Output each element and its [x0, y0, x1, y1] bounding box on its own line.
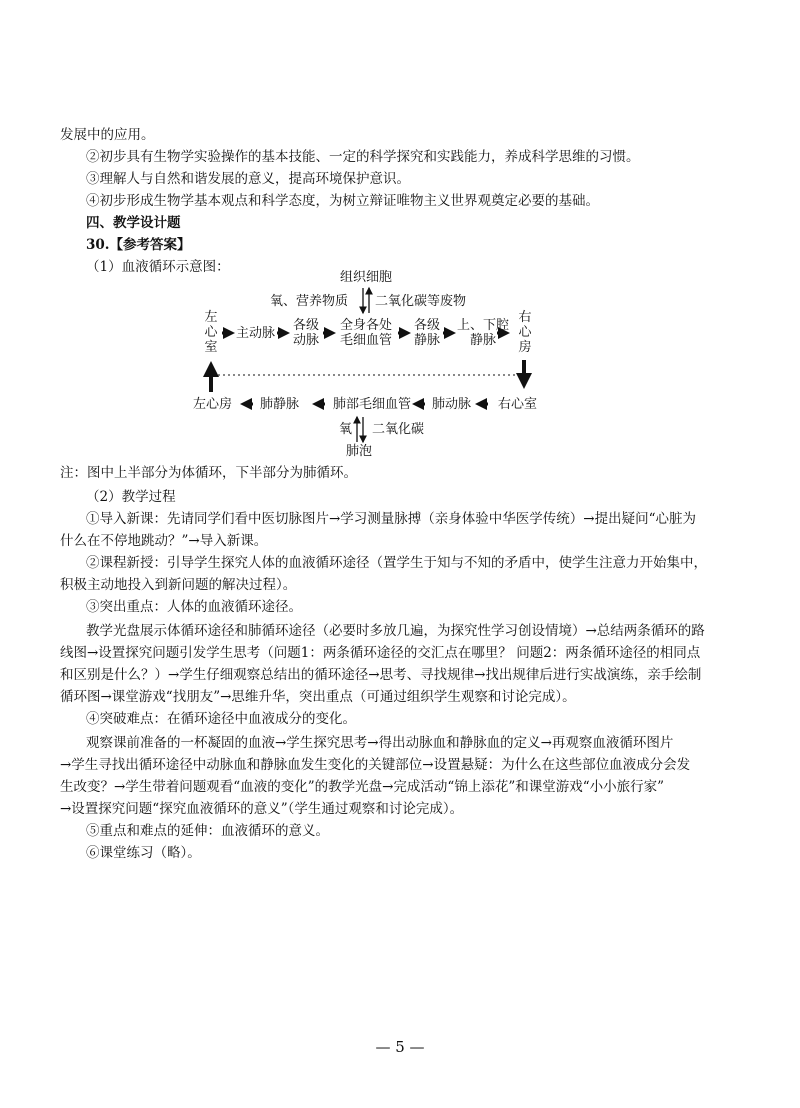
- objective-2: ②初步具有生物学实验操作的基本技能、一定的科学探究和实践能力，养成科学思维的习惯。: [86, 149, 640, 165]
- step-5: ⑤重点和难点的延伸：血液循环的意义。: [86, 823, 329, 839]
- node-alveoli: 肺泡: [346, 444, 373, 459]
- label-oxygen: 氧: [339, 422, 353, 437]
- step-1-line-b: 什么在不停地跳动？”→导入新课。: [60, 533, 268, 549]
- step-4-line-c: 生改变？→学生带着问题观看“血液的变化”的教学光盘→完成活动“锦上添花”和课堂游戏“小小旅行家”: [60, 779, 665, 795]
- text-line: 发展中的应用。: [60, 127, 155, 143]
- node-lung-capillaries: 肺部毛细血管: [333, 397, 412, 412]
- label-co2: 二氧化碳: [372, 422, 425, 437]
- node-right-ventricle: 右心室: [498, 397, 538, 412]
- page-number: — 5 —: [375, 1038, 425, 1056]
- part-2-label: （2）教学过程: [86, 489, 176, 505]
- step-2-line-b: 积极主动地投入到新问题的解决过程）。: [60, 577, 297, 593]
- step-4-line-d: →设置探究问题“探究血液循环的意义”（学生通过观察和讨论完成）。: [60, 801, 464, 817]
- question-heading: 30.【参考答案】: [86, 237, 191, 253]
- step-6: ⑥课堂练习（略）。: [86, 845, 201, 861]
- step-3-line-b: 线图→设置探究问题引发学生思考（问题1：两条循环途径的交汇点在哪里？ 问题2：两条循环途径的相同点: [60, 645, 701, 661]
- objective-3: ③理解人与自然和谐发展的意义，提高环境保护意识。: [86, 171, 410, 187]
- step-3-heading: ③突出重点：人体的血液循环途径。: [86, 599, 302, 615]
- step-1-line-a: ①导入新课：先请同学们看中医切脉图片→学习测量脉搏（亲身体验中华医学传统）→提出疑问“心脏为: [86, 511, 697, 527]
- node-pulmonary-vein: 肺静脉: [260, 397, 300, 412]
- node-vena-cava: 上、下腔 静脉: [457, 318, 510, 348]
- step-2-line-a: ②课程新授：引导学生探究人体的血液循环途径（置学生于知与不知的矛盾中，使学生注意力开始集中，: [86, 555, 707, 571]
- step-3-line-c: 和区别是什么？）→学生仔细观察总结出的循环途径→思考、寻找规律→找出规律后进行实战演练，亲手绘制: [60, 667, 702, 683]
- node-aorta: 主动脉: [236, 326, 276, 341]
- step-4-line-b: →学生寻找出循环途径中动脉血和静脉血发生变化的关键部位→设置悬疑：为什么在这些部位血液成分会发: [60, 757, 691, 773]
- node-left-ventricle: 左 心 室: [204, 310, 218, 355]
- node-right-atrium: 右 心 房: [518, 310, 532, 355]
- node-tissue-cells: 组织细胞: [340, 270, 393, 285]
- node-left-atrium: 左心房: [193, 397, 233, 412]
- section-heading: 四、教学设计题: [86, 215, 181, 231]
- label-oxygen-nutrients: 氧、营养物质: [270, 294, 349, 309]
- node-pulmonary-artery: 肺动脉: [432, 397, 472, 412]
- part-1-label: （1）血液循环示意图：: [86, 259, 230, 275]
- step-3-line-a: 教学光盘展示体循环途径和肺循环途径（必要时多放几遍，为探究性学习创设情境）→总结两条循环的路: [86, 623, 705, 639]
- step-4-heading: ④突破难点：在循环途径中血液成分的变化。: [86, 711, 356, 727]
- objective-4: ④初步形成生物学基本观点和科学态度，为树立辩证唯物主义世界观奠定必要的基础。: [86, 193, 599, 209]
- step-3-line-d: 循环图→课堂游戏“找朋友”→思维升华，突出重点（可通过组织学生观察和讨论完成）。: [60, 689, 576, 705]
- step-4-line-a: 观察课前准备的一杯凝固的血液→学生探究思考→得出动脉血和静脉血的定义→再观察血液循环图片: [86, 735, 674, 751]
- diagram-note: 注：图中上半部分为体循环，下半部分为肺循环。: [60, 465, 357, 481]
- node-veins: 各级 静脉: [414, 318, 441, 348]
- label-co2-waste: 二氧化碳等废物: [375, 294, 467, 309]
- node-body-capillaries: 全身各处 毛细血管: [340, 318, 393, 348]
- node-arteries: 各级 动脉: [293, 318, 320, 348]
